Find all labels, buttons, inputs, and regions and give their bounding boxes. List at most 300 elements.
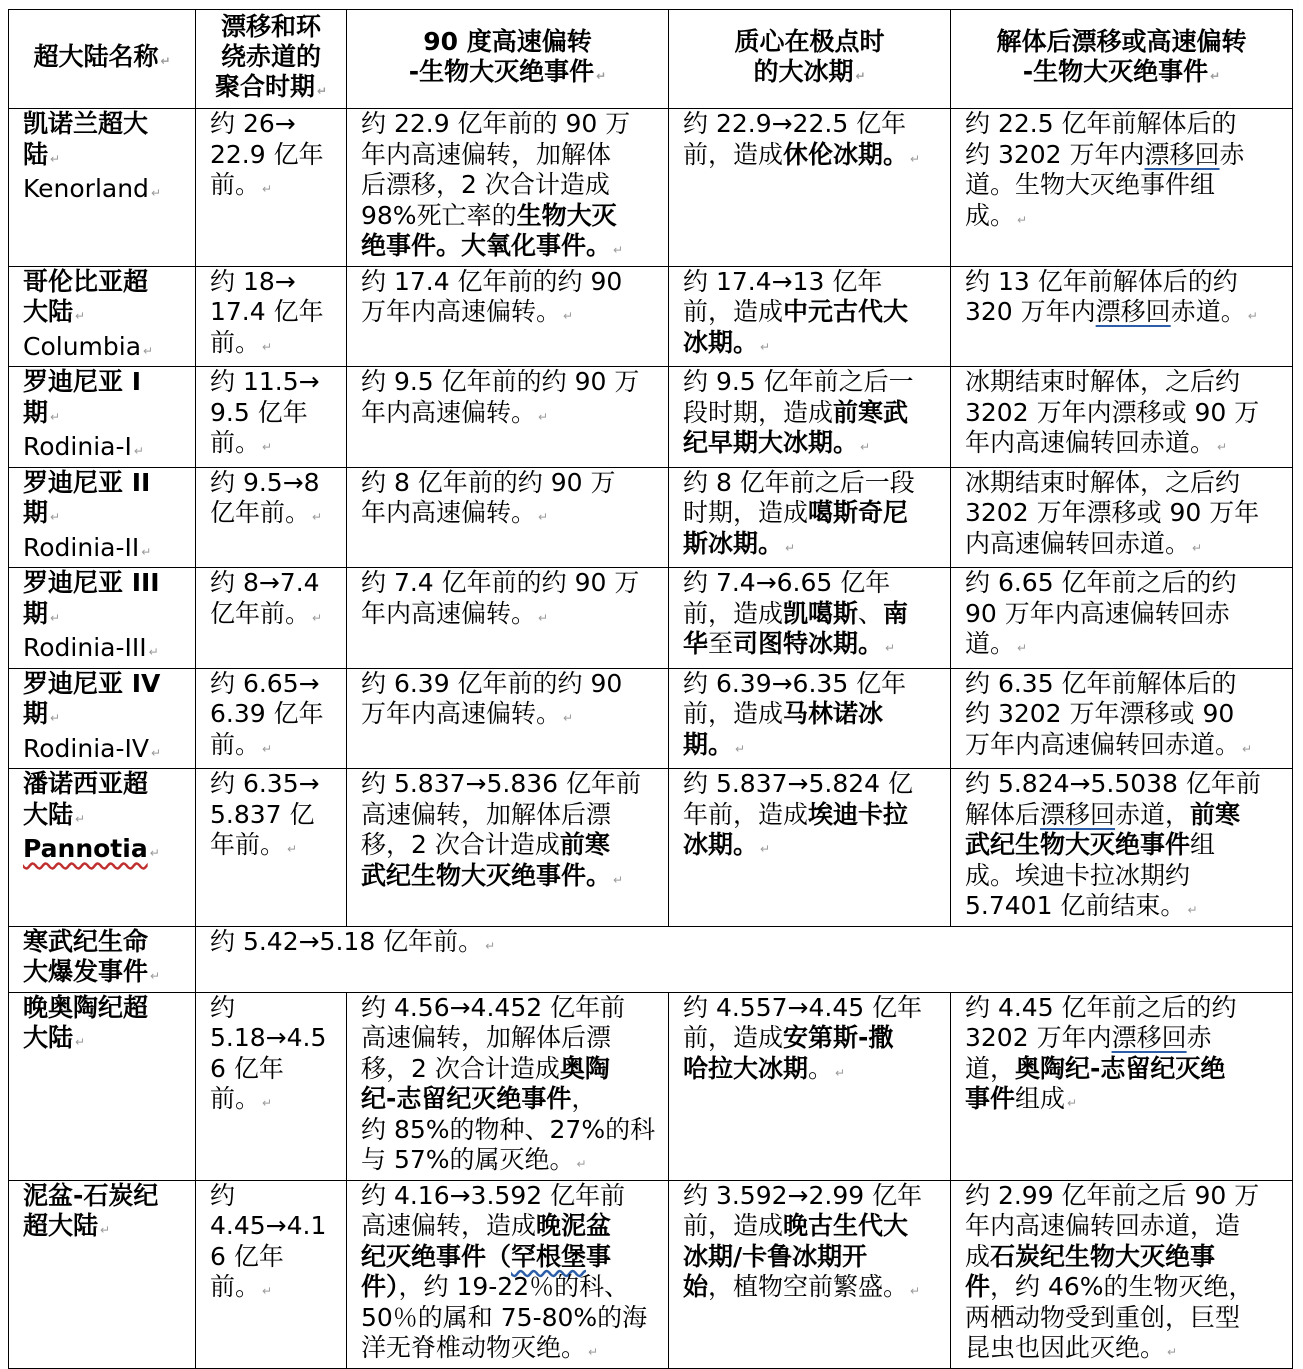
aggregation-period-cell — [196, 992, 347, 1180]
rapid-rotation-event-segment: 约 5.837→5.836 亿年前 — [361, 769, 641, 798]
paragraph-mark: ↵ — [538, 610, 549, 625]
paragraph-mark: ↵ — [143, 343, 154, 358]
table-row — [9, 266, 1293, 367]
ice-age-segment: 冰期。 — [683, 327, 759, 357]
ice-age-segment: 约 17.4→13 亿年 — [683, 266, 883, 296]
table-row — [9, 769, 1293, 927]
aggregation-period-line: 前。 — [210, 1272, 261, 1301]
rapid-rotation-event-segment: 约 8 亿年前的约 90 万 — [361, 467, 616, 497]
paragraph-mark: ↵ — [735, 741, 746, 756]
post-breakup-event-segment: 90 万年内高速偏转回赤 — [965, 598, 1230, 628]
post-breakup-event-segment: 年内高速偏转回赤道，造 — [965, 1211, 1241, 1240]
rapid-rotation-event-cell — [347, 769, 669, 927]
paragraph-mark: ↵ — [910, 151, 921, 166]
table-row — [9, 992, 1293, 1180]
ice-age-segment: 约 8 亿年前之后一段 — [683, 467, 915, 497]
paragraph-mark: ↵ — [100, 1223, 111, 1237]
column-header-line: 聚合时期 — [214, 72, 315, 101]
rapid-rotation-event-segment: 移，2 次合计造成 — [361, 830, 560, 859]
rapid-rotation-event-segment: 98%死亡率的 — [361, 200, 517, 230]
post-breakup-event-segment: 昆虫也因此灭绝。 — [965, 1333, 1166, 1362]
paragraph-mark: ↵ — [141, 544, 152, 559]
post-breakup-event-segment: 3202 万年内漂移或 90 万 — [965, 397, 1260, 427]
rapid-rotation-event-segment: 移，2 次合计造成 — [361, 1053, 560, 1083]
paragraph-mark: ↵ — [1167, 1345, 1178, 1359]
post-breakup-event-cell — [951, 109, 1293, 267]
rapid-rotation-event-segment: 年内高速偏转。 — [361, 598, 537, 628]
ice-age-segment: 约 5.837→5.824 亿 — [683, 769, 913, 798]
supercontinent-english-name: Columbia — [23, 331, 142, 361]
aggregation-period-line: 约 18→ — [210, 266, 296, 296]
rapid-rotation-event-segment: 纪灭绝事件（ — [361, 1241, 512, 1271]
rapid-rotation-event-segment: 年内高速偏转。 — [361, 397, 537, 427]
supercontinent-name-line: 大陆 — [23, 799, 74, 829]
paragraph-mark: ↵ — [312, 510, 323, 524]
supercontinent-name-line: 凯诺兰超大 — [23, 109, 149, 138]
paragraph-mark: ↵ — [262, 440, 273, 454]
rapid-rotation-event-cell — [347, 109, 669, 267]
post-breakup-event-segment: 奥陶纪-志留纪灭绝 — [1015, 1053, 1226, 1083]
supercontinent-name-line: 罗迪尼亚 I — [23, 367, 142, 396]
ice-age-segment: 华 — [683, 629, 709, 658]
aggregation-period-line: 年前。 — [210, 830, 286, 859]
post-breakup-event-segment: 约 6.35 亿年前解体后的 — [965, 668, 1237, 698]
rapid-rotation-event-segment: 约 4.16→3.592 亿年前 — [361, 1180, 626, 1210]
post-breakup-event-segment: 约 13 亿年前解体后的约 — [965, 266, 1238, 296]
paragraph-mark: ↵ — [538, 409, 549, 424]
ice-age-segment: 冰期。 — [683, 830, 759, 859]
post-breakup-event-segment: 赤道。 — [1170, 297, 1246, 326]
column-header-line: -生物大灭绝事件 — [1022, 57, 1209, 86]
ice-age-segment: 南 — [883, 598, 909, 628]
paragraph-mark: ↵ — [835, 1065, 846, 1080]
aggregation-period-line: 约 — [210, 992, 236, 1022]
aggregation-period-cell — [196, 568, 347, 669]
ice-age-segment: 前，造成 — [683, 1023, 784, 1052]
rapid-rotation-event-segment: 约 9.5 亿年前的约 90 万 — [361, 367, 640, 396]
paragraph-mark: ↵ — [1192, 540, 1203, 555]
aggregation-period-line: 5.18→4.5 — [210, 1023, 327, 1052]
paragraph-mark: ↵ — [1017, 212, 1028, 227]
paragraph-mark: ↵ — [760, 339, 771, 354]
aggregation-period-line: 亿年前。 — [210, 498, 311, 527]
paragraph-mark: ↵ — [148, 645, 159, 659]
aggregation-period-line: 亿年前。 — [210, 598, 311, 628]
ice-age-segment: 年前，造成 — [683, 799, 809, 829]
paragraph-mark: ↵ — [613, 243, 624, 257]
post-breakup-event-segment: ，约 46%的生物灭绝， — [990, 1272, 1254, 1301]
paragraph-mark: ↵ — [50, 711, 61, 725]
rapid-rotation-event-segment: ，约 19-22％的科、 — [398, 1272, 630, 1301]
supercontinent-name-line: 期 — [23, 397, 49, 427]
post-breakup-event-cell — [951, 467, 1293, 568]
ice-age-segment: 冰期/卡鲁冰期开 — [683, 1241, 868, 1271]
ice-age-segment: 时期，造成 — [683, 498, 809, 527]
post-breakup-event-segment: 约 6.65 亿年前之后的约 — [965, 568, 1237, 597]
ice-age-cell — [669, 467, 951, 568]
post-breakup-event-segment: 约 5.824→5.5038 亿年前 — [965, 769, 1261, 798]
paragraph-mark: ↵ — [150, 745, 162, 760]
aggregation-period-line: 约 9.5→8 — [210, 467, 320, 497]
ice-age-segment: 约 9.5 亿年前之后一 — [683, 367, 914, 396]
supercontinent-name-line: 期 — [23, 498, 49, 527]
aggregation-period-line: 9.5 亿年 — [210, 397, 308, 427]
rapid-rotation-event-segment: 50％的属和 75-80%的海 — [361, 1302, 648, 1332]
post-breakup-event-segment: 事件 — [965, 1084, 1016, 1113]
ice-age-cell — [669, 568, 951, 669]
paragraph-mark: ↵ — [50, 151, 61, 166]
post-breakup-event-segment: 道， — [965, 1053, 1016, 1083]
ice-age-cell — [669, 266, 951, 367]
aggregation-period-line: 约 — [210, 1180, 236, 1210]
paragraph-mark: ↵ — [576, 1157, 587, 1171]
paragraph-mark: ↵ — [316, 84, 328, 98]
paragraph-mark: ↵ — [150, 969, 161, 983]
paragraph-mark: ↵ — [1187, 903, 1198, 917]
rapid-rotation-event-segment: 晚泥盆 — [536, 1211, 612, 1240]
paragraph-mark: ↵ — [485, 938, 496, 953]
ice-age-segment: 马林诺冰 — [783, 699, 884, 728]
ice-age-cell — [669, 109, 951, 267]
rapid-rotation-event-cell — [347, 266, 669, 367]
aggregation-period-cell — [196, 266, 347, 367]
paragraph-mark: ↵ — [262, 741, 273, 756]
rapid-rotation-event-segment: 约 4.56→4.452 亿年前 — [361, 992, 626, 1022]
aggregation-period-line: 前。 — [210, 170, 261, 199]
supercontinent-name-line: 大陆 — [23, 297, 74, 326]
supercontinent-english-name: Kenorland — [23, 174, 149, 203]
post-breakup-event-segment: 5.7401 亿前结束。 — [965, 891, 1186, 920]
aggregation-period-line: 4.45→4.1 — [210, 1211, 327, 1240]
cambrian-explosion-period: 约 5.42→5.18 亿年前。 — [210, 926, 484, 956]
rapid-rotation-event-segment: 约 6.39 亿年前的约 90 — [361, 668, 623, 698]
rapid-rotation-event-segment: 件） — [361, 1272, 399, 1301]
column-header — [347, 10, 669, 109]
paragraph-mark: ↵ — [1242, 741, 1253, 756]
aggregation-period-line: 5.837 亿 — [210, 799, 315, 829]
aggregation-period-cell — [196, 1180, 347, 1368]
table-row — [9, 1180, 1293, 1368]
post-breakup-event-segment: 两栖动物受到重创，巨型 — [965, 1302, 1241, 1332]
ice-age-segment: 前，造成 — [683, 699, 784, 728]
ice-age-segment: 哈拉大冰期 — [683, 1053, 809, 1083]
rapid-rotation-event-segment: 生物大灭 — [516, 200, 617, 230]
supercontinent-name-line: 期 — [23, 699, 49, 728]
column-header-line: 90 度高速偏转 — [423, 27, 592, 56]
ice-age-segment: 前，造成 — [683, 297, 784, 326]
aggregation-period-line: 约 8→7.4 — [210, 568, 320, 597]
rapid-rotation-event-segment: 约 22.9 亿年前的 90 万 — [361, 109, 631, 138]
supercontinent-name-line: 罗迪尼亚 II — [23, 467, 151, 497]
paragraph-mark: ↵ — [50, 610, 61, 625]
paragraph-mark: ↵ — [1067, 1096, 1078, 1110]
aggregation-period-cell — [196, 467, 347, 568]
supercontinent-name-line: 大陆 — [23, 1023, 74, 1052]
supercontinent-name-cell — [9, 109, 196, 267]
aggregation-period-line: 约 11.5→ — [210, 367, 320, 396]
supercontinent-english-name: Rodinia-II — [23, 532, 140, 562]
paragraph-mark: ↵ — [133, 444, 144, 458]
rapid-rotation-event-segment: 高速偏转，加解体后漂 — [361, 799, 612, 829]
post-breakup-event-segment: 万年内高速偏转回赤道。 — [965, 729, 1241, 759]
aggregation-period-line: 约 26→ — [210, 109, 296, 138]
supercontinent-name-line: 期 — [23, 598, 49, 628]
post-breakup-event-cell — [951, 367, 1293, 468]
paragraph-mark: ↵ — [1247, 309, 1258, 323]
ice-age-segment: 前，造成 — [683, 1211, 784, 1240]
paragraph-mark: ↵ — [262, 339, 273, 354]
ice-age-segment: 噶斯奇尼 — [808, 498, 909, 527]
post-breakup-event-segment: 成。 — [965, 200, 1016, 230]
supercontinent-table — [8, 9, 1293, 1369]
aggregation-period-line: 前。 — [210, 1084, 261, 1113]
ice-age-segment: 司图特冰期。 — [733, 629, 884, 658]
paragraph-mark: ↵ — [75, 811, 86, 826]
post-breakup-event-segment: 冰期结束时解体，之后约 — [965, 467, 1241, 497]
ice-age-cell — [669, 769, 951, 927]
paragraph-mark: ↵ — [150, 186, 161, 200]
supercontinent-name-cell — [9, 1180, 196, 1368]
ice-age-segment: 期。 — [683, 729, 734, 759]
rapid-rotation-event-segment: 约 85%的物种、27%的科 — [361, 1114, 656, 1144]
rapid-rotation-event-segment: ， — [571, 1084, 597, 1113]
ice-age-cell — [669, 367, 951, 468]
post-breakup-event-segment: 320 万年内 — [965, 297, 1096, 326]
post-breakup-event-cell — [951, 568, 1293, 669]
paragraph-mark: ↵ — [287, 842, 298, 856]
rapid-rotation-event-segment: 年内高速偏转。 — [361, 498, 537, 527]
supercontinent-name-line: 哥伦比亚超 — [23, 266, 149, 296]
post-breakup-event-segment: 道。 — [965, 629, 1016, 658]
aggregation-period-line: 前。 — [210, 729, 261, 759]
supercontinent-name-cell — [9, 266, 196, 367]
rapid-rotation-event-segment: 高速偏转，造成 — [361, 1211, 537, 1240]
post-breakup-event-segment: 约 3202 万年内 — [965, 139, 1145, 169]
rapid-rotation-event-segment: 约 7.4 亿年前的约 90 万 — [361, 568, 640, 597]
post-breakup-event-segment: 武纪生物大灭绝事件 — [965, 830, 1191, 859]
table-row — [9, 367, 1293, 468]
paragraph-mark: ↵ — [1210, 69, 1221, 83]
supercontinent-name-line: 罗迪尼亚 III — [23, 568, 160, 597]
rapid-rotation-event-cell — [347, 1180, 669, 1368]
post-breakup-event-segment: 赤 — [1186, 1023, 1212, 1052]
rapid-rotation-event-segment: 后漂移，2 次合计造成 — [361, 170, 610, 199]
paragraph-mark: ↵ — [75, 309, 86, 323]
rapid-rotation-event-cell — [347, 568, 669, 669]
post-breakup-event-segment: 约 2.99 亿年前之后 90 万 — [965, 1180, 1260, 1210]
paragraph-mark: ↵ — [262, 182, 273, 196]
ice-age-segment: 埃迪卡拉 — [808, 799, 909, 829]
supercontinent-name-cell — [9, 467, 196, 568]
ice-age-segment: 约 22.9→22.5 亿年 — [683, 109, 907, 138]
aggregation-period-cell — [196, 367, 347, 468]
post-breakup-event-segment: 组 — [1190, 830, 1216, 859]
column-header — [9, 10, 196, 109]
rapid-rotation-event-segment: 绝事件。大氧化事件。 — [361, 231, 612, 260]
post-breakup-event-segment: 石炭纪生物大灭绝事 — [990, 1241, 1216, 1271]
paragraph-mark: ↵ — [860, 440, 871, 454]
ice-age-segment: 斯冰期。 — [683, 528, 784, 558]
paragraph-mark: ↵ — [855, 69, 866, 83]
supercontinent-name-cell — [9, 926, 196, 992]
supercontinent-name-line: 大爆发事件 — [23, 957, 149, 986]
rapid-rotation-event-cell — [347, 992, 669, 1180]
ice-age-segment: 。 — [808, 1053, 834, 1083]
rapid-rotation-event-segment: 年内高速偏转，加解体 — [361, 139, 612, 169]
ice-age-segment: 段时期，造成 — [683, 397, 834, 427]
aggregation-period-line: 22.9 亿年 — [210, 139, 324, 169]
ice-age-segment: 前，造成 — [683, 598, 784, 628]
paragraph-mark: ↵ — [563, 309, 574, 323]
supercontinent-english-name: Rodinia-I — [23, 432, 132, 461]
ice-age-segment: 凯噶斯 — [783, 598, 859, 628]
rapid-rotation-event-segment: 高速偏转，加解体后漂 — [361, 1023, 612, 1052]
paragraph-mark: ↵ — [262, 1096, 273, 1110]
rapid-rotation-event-segment: 奥陶 — [559, 1053, 610, 1083]
column-header — [196, 10, 347, 109]
aggregation-period-line: 前。 — [210, 327, 261, 357]
paragraph-mark: ↵ — [910, 1284, 921, 1298]
rapid-rotation-event-segment: 洋无脊椎动物灭绝。 — [361, 1333, 587, 1362]
post-breakup-event-segment: 内高速偏转回赤道。 — [965, 528, 1191, 558]
supercontinent-name-cell — [9, 992, 196, 1180]
post-breakup-event-segment: 漂移回 — [1111, 1023, 1187, 1052]
paragraph-mark: ↵ — [563, 711, 574, 725]
supercontinent-name-line: 陆 — [23, 139, 49, 169]
post-breakup-event-cell — [951, 266, 1293, 367]
post-breakup-event-segment: 漂移回 — [1095, 297, 1171, 326]
column-header-line: -生物大灭绝事件 — [408, 57, 595, 86]
column-header-line: 漂移和环 — [220, 12, 321, 41]
paragraph-mark: ↵ — [596, 69, 607, 83]
ice-age-cell — [669, 992, 951, 1180]
paragraph-mark: ↵ — [149, 846, 160, 860]
ice-age-cell — [669, 668, 951, 769]
aggregation-period-line: 17.4 亿年 — [210, 297, 324, 326]
rapid-rotation-event-segment: 万年内高速偏转。 — [361, 297, 562, 326]
aggregation-period-line: 6 亿年 — [210, 1053, 284, 1083]
post-breakup-event-segment: 成 — [965, 1241, 991, 1271]
cambrian-explosion-period-cell — [196, 926, 1293, 992]
supercontinent-name-cell — [9, 769, 196, 927]
column-header — [951, 10, 1293, 109]
aggregation-period-line: 6 亿年 — [210, 1241, 284, 1271]
post-breakup-event-segment: 约 22.5 亿年前解体后的 — [965, 109, 1237, 138]
supercontinent-english-name: Rodinia-III — [23, 633, 147, 662]
aggregation-period-line: 约 6.35→ — [210, 769, 320, 798]
post-breakup-event-segment: 年内高速偏转回赤道。 — [965, 428, 1216, 457]
rapid-rotation-event-segment: 罕根堡 — [511, 1241, 587, 1271]
ice-age-segment: 晚古生代大 — [783, 1211, 909, 1240]
rapid-rotation-event-cell — [347, 467, 669, 568]
paragraph-mark: ↵ — [1217, 440, 1228, 454]
supercontinent-name-line: 潘诺西亚超 — [23, 769, 149, 798]
paragraph-mark: ↵ — [75, 1035, 86, 1049]
rapid-rotation-event-segment: 武纪生物大灭绝事件。 — [361, 860, 612, 890]
supercontinent-name-cell — [9, 367, 196, 468]
post-breakup-event-segment: 前寒 — [1190, 799, 1241, 829]
post-breakup-event-cell — [951, 1180, 1293, 1368]
post-breakup-event-cell — [951, 769, 1293, 927]
ice-age-cell — [669, 1180, 951, 1368]
rapid-rotation-event-segment: 约 17.4 亿年前的约 90 — [361, 266, 623, 296]
post-breakup-event-segment: 解体后 — [965, 799, 1041, 829]
column-header-line: 质心在极点时 — [734, 27, 885, 56]
column-header-line: 的大冰期 — [753, 57, 854, 86]
supercontinent-english-name: Rodinia-IV — [23, 733, 149, 763]
rapid-rotation-event-segment: 与 57%的属灭绝。 — [361, 1145, 575, 1174]
ice-age-segment: 约 3.592→2.99 亿年 — [683, 1180, 923, 1210]
column-header-line: 解体后漂移或高速偏转 — [996, 27, 1247, 56]
column-header-line: 超大陆名称 — [33, 42, 159, 71]
supercontinent-name-cell — [9, 668, 196, 769]
paragraph-mark: ↵ — [262, 1284, 273, 1298]
supercontinent-name-line: 寒武纪生命 — [23, 926, 149, 956]
supercontinent-name-line: 泥盆-石炭纪 — [23, 1180, 159, 1210]
paragraph-mark: ↵ — [885, 641, 896, 655]
post-breakup-event-segment: 约 3202 万年漂移或 90 — [965, 699, 1235, 728]
rapid-rotation-event-segment: 纪-志留纪灭绝事件 — [361, 1084, 572, 1113]
post-breakup-event-segment: 道。生物大灭绝事件组 — [965, 170, 1216, 199]
aggregation-period-cell — [196, 668, 347, 769]
paragraph-mark: ↵ — [785, 540, 796, 555]
paragraph-mark: ↵ — [613, 872, 624, 887]
post-breakup-event-segment: 约 4.45 亿年前之后的约 — [965, 992, 1237, 1022]
table-row — [9, 109, 1293, 267]
supercontinent-name-line: 超大陆 — [23, 1211, 99, 1240]
ice-age-segment: ，植物空前繁盛。 — [708, 1272, 909, 1301]
header-row — [9, 10, 1293, 109]
ice-age-segment: 纪早期大冰期。 — [683, 428, 859, 457]
paragraph-mark: ↵ — [760, 842, 771, 856]
post-breakup-event-segment: 成。埃迪卡拉冰期约 — [965, 860, 1191, 890]
paragraph-mark: ↵ — [1017, 641, 1028, 655]
post-breakup-event-segment: 组成 — [1015, 1084, 1066, 1113]
supercontinent-english-name: Pannotia — [23, 834, 148, 863]
ice-age-segment: 、 — [858, 598, 884, 628]
ice-age-segment: 约 7.4→6.65 亿年 — [683, 568, 891, 597]
paragraph-mark: ↵ — [50, 409, 61, 424]
rapid-rotation-event-cell — [347, 367, 669, 468]
post-breakup-event-segment: 件 — [965, 1272, 991, 1301]
ice-age-segment: 至 — [708, 629, 734, 658]
paragraph-mark: ↵ — [50, 510, 61, 524]
post-breakup-event-segment: 3202 万年漂移或 90 万年 — [965, 498, 1260, 527]
table-row — [9, 568, 1293, 669]
paragraph-mark: ↵ — [160, 54, 171, 68]
ice-age-segment: 休伦冰期。 — [783, 139, 909, 169]
aggregation-period-line: 6.39 亿年 — [210, 699, 324, 728]
paragraph-mark: ↵ — [588, 1345, 599, 1359]
ice-age-segment: 约 6.39→6.35 亿年 — [683, 668, 907, 698]
ice-age-segment: 前寒武 — [833, 397, 909, 427]
rapid-rotation-event-segment: 万年内高速偏转。 — [361, 699, 562, 728]
paragraph-mark: ↵ — [312, 610, 323, 625]
column-header-line: 绕赤道的 — [220, 42, 321, 71]
ice-age-segment: 始 — [683, 1272, 709, 1301]
ice-age-segment: 前，造成 — [683, 139, 784, 169]
supercontinent-name-line: 晚奥陶纪超 — [23, 992, 149, 1022]
rapid-rotation-event-segment: 事 — [586, 1241, 612, 1271]
supercontinent-name-cell — [9, 568, 196, 669]
post-breakup-event-cell — [951, 992, 1293, 1180]
ice-age-segment: 约 4.557→4.45 亿年 — [683, 992, 923, 1022]
aggregation-period-line: 前。 — [210, 428, 261, 457]
column-header — [669, 10, 951, 109]
supercontinent-name-line: 罗迪尼亚 IV — [23, 668, 161, 698]
rapid-rotation-event-segment: 前寒 — [559, 830, 610, 859]
post-breakup-event-cell — [951, 668, 1293, 769]
